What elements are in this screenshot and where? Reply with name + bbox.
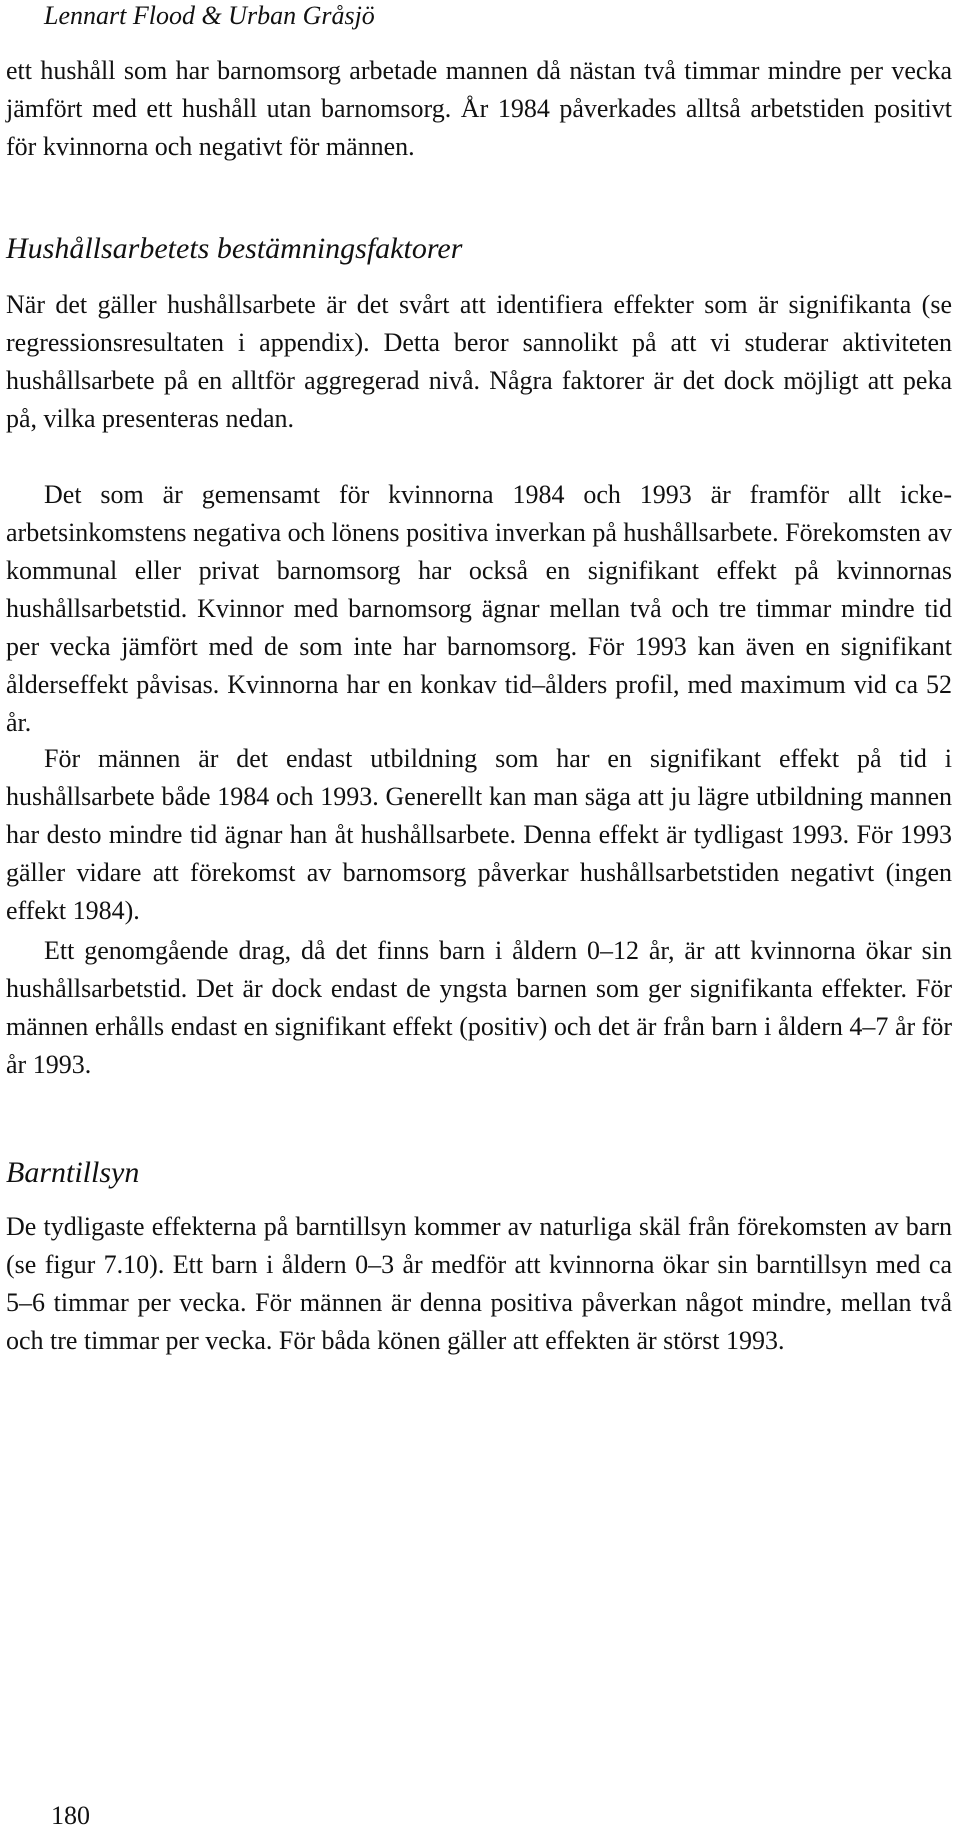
section-heading-household-work: Hushållsarbetets bestämningsfaktorer xyxy=(6,232,463,265)
page-number: 180 xyxy=(51,1801,90,1830)
paragraph-children-effect: Ett genomgående drag, då det finns barn i åldern 0–12 år, är att kvinnorna ökar sin hushållsarbetstid. Det är dock endast de yngsta barnen som ger signifikanta effekter. För männen erhålls endast en signifikant effekt (positiv) och det är från barn i åldern 4–7 år för år 1993. xyxy=(6,936,952,1079)
section-heading-childcare: Barntillsyn xyxy=(6,1156,140,1189)
paragraph-household-intro: När det gäller hushållsarbete är det svårt att identifiera effekter som är signifikanta (se regressionsresultaten i appendix). Detta beror sannolikt på att vi studerar aktiviteten hushållsarbete på en alltför aggregerad nivå. Några faktorer är det dock möjligt att peka på, vilka presenteras nedan. xyxy=(6,290,952,433)
running-head: Lennart Flood & Urban Gråsjö xyxy=(44,1,375,30)
paragraph-women-household: Det som är gemensamt för kvinnorna 1984 och 1993 är framför allt icke-arbetsinkomstens negativa och lönens positiva inverkan på hushållsarbete. Förekomsten av kommunal eller privat barnomsorg har också en signifikant effekt på kvinnornas hushållsarbetstid. Kvinnor med barnomsorg ägnar mellan två och tre timmar mindre tid per vecka jämfört med de som inte har barnomsorg. För 1993 kan även en signifikant ålderseffekt påvisas. Kvinnorna har en konkav tid–ålders profil, med maximum vid ca 52 år. xyxy=(6,480,952,737)
paragraph-childcare: De tydligaste effekterna på barntillsyn kommer av naturliga skäl från förekomsten av barn (se figur 7.10). Ett barn i åldern 0–3 år medför att kvinnorna ökar sin barntillsyn med ca 5–6 timmar per vecka. För männen är denna positiva påverkan något mindre, mellan två och tre timmar per vecka. För båda könen gäller att effekten är störst 1993. xyxy=(6,1212,952,1355)
paragraph-men-household: För männen är det endast utbildning som har en signifikant effekt på tid i hushållsarbete både 1984 och 1993. Generellt kan man säga att ju lägre utbildning mannen har desto mindre tid ägnar han åt hushållsarbete. Denna effekt är tydligast 1993. För 1993 gäller vidare att förekomst av barnomsorg påverkar hushållsarbetstiden negativt (ingen effekt 1984). xyxy=(6,744,952,925)
paragraph-continuation: ett hushåll som har barnomsorg arbetade mannen då nästan två timmar mindre per vecka jämfört med ett hushåll utan barnomsorg. År 1984 påverkades alltså arbetstiden positivt för kvinnorna och negativt för männen. xyxy=(6,56,952,161)
document-page xyxy=(6,0,952,1838)
